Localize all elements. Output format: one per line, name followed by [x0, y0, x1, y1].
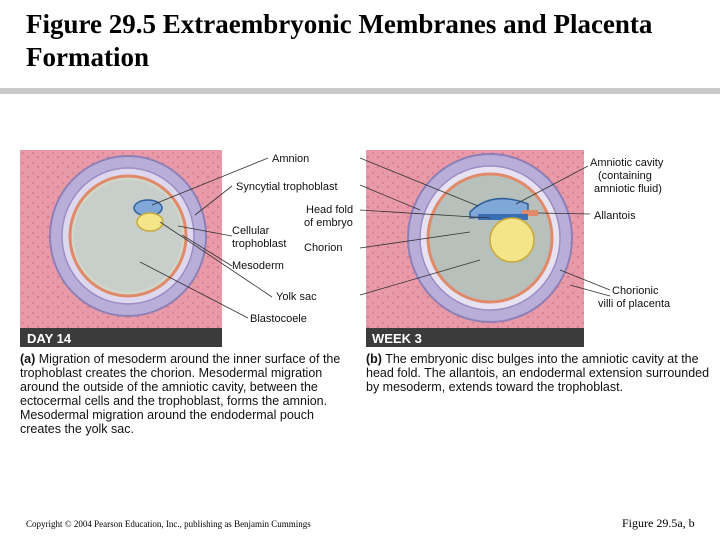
label-syncytial-trophoblast: Syncytial trophoblast	[236, 181, 338, 193]
yolk-sac-b	[490, 218, 534, 262]
label-amnion: Amnion	[272, 153, 310, 165]
caption-b	[366, 352, 711, 394]
stage-week3: WEEK 3	[372, 331, 422, 346]
caption-b-tag: (b)	[366, 352, 382, 366]
caption-a	[20, 352, 350, 436]
label-chorion: Chorion	[304, 242, 343, 254]
caption-a-text: Migration of mesoderm around the inner surface of the trophoblast creates the chorion. Mesodermal migration around the outside of the amniotic cavity, between the ectocermal cells and the trophoblast, forms the amnion. Mesodermal migration around the endodermal pouch creates the yolk sac.	[20, 352, 341, 436]
label-mesoderm: Mesoderm	[232, 260, 284, 272]
label-amniotic-cavity-2: (containing	[598, 170, 652, 182]
panel-b-drawing	[366, 150, 584, 347]
caption-a-tag: (a)	[20, 352, 36, 366]
label-amniotic-cavity-1: Amniotic cavity	[590, 157, 664, 169]
caption-b-text: The embryonic disc bulges into the amniotic cavity at the head fold. The allantois, an endodermal extension surrounded by mesoderm, extends toward the trophoblast.	[366, 352, 710, 394]
label-blastocoele: Blastocoele	[250, 313, 307, 325]
slide-title: Figure 29.5 Extraembryonic Membranes and Placenta Formation	[26, 9, 653, 72]
stage-day14: DAY 14	[27, 331, 72, 346]
label-villi-1: Chorionic	[612, 285, 659, 297]
label-cellular-1: Cellular	[232, 225, 270, 237]
label-yolk-sac: Yolk sac	[276, 291, 317, 303]
figure-reference: Figure 29.5a, b	[622, 516, 695, 530]
label-head-fold-2: of embryo	[304, 217, 353, 229]
label-amniotic-cavity-3: amniotic fluid)	[594, 183, 662, 195]
label-head-fold-1: Head fold	[306, 204, 354, 216]
copyright-notice: Copyright © 2004 Pearson Education, Inc., publishing as Benjamin Cummings	[26, 519, 311, 529]
label-villi-2: villi of placenta	[598, 298, 671, 310]
label-allantois: Allantois	[594, 210, 636, 222]
label-cellular-2: trophoblast	[232, 238, 287, 250]
yolk-sac-a	[137, 213, 163, 231]
